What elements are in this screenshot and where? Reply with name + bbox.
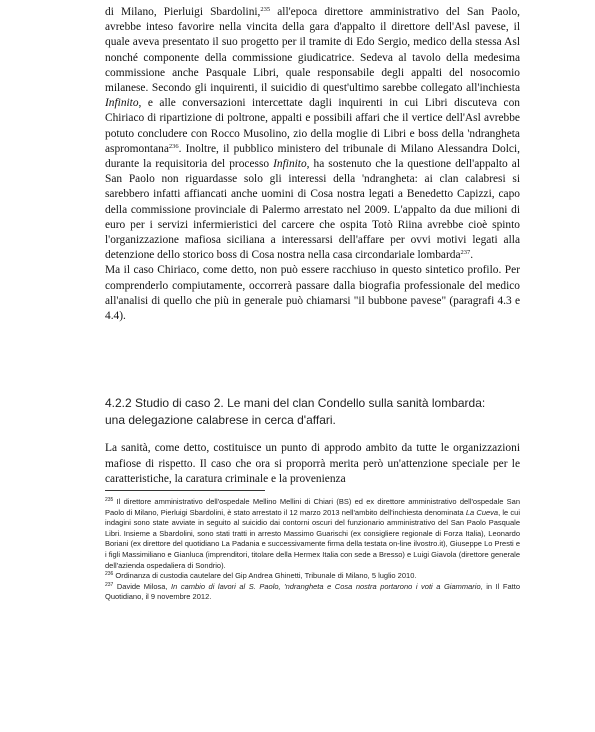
section-paragraph-1: La sanità, come detto, costituisce un punto di approdo ambito da tutte le organizzazioni mafiose di rispetto. Il caso che ora si proporrà merita però un'attenzione speciale per le caratteristiche, la caratura criminale e la provenienza (105, 442, 520, 485)
footnote-237: $^{237}$ Davide Milosa, In cambio di lavori al S. Paolo, 'ndrangheta e Cosa nostra portarono i voti a Giammario, in Il Fatto Quotidiano, il 9 novembre 2012. (105, 581, 520, 602)
main-text (105, 5, 520, 324)
paragraph-2: Ma il caso Chiriaco, come detto, non può essere racchiuso in questo sintetico profilo. Per comprenderlo compiutamente, occorrerà passare dalla biografia professionale del medico all'analisi di quello che più in generale può chiamarsi "il bubbone pavese" (paragrafi 4.3 e 4.4). (105, 264, 520, 323)
footnote-ref-237[interactable]: 237 (460, 249, 471, 257)
footnote-ref-235[interactable]: 235 (260, 6, 271, 13)
section-heading: 4.2.2 Studio di caso 2. Le mani del clan Condello sulla sanità lombarda: una delegazione calabrese in cerca d'affari. (105, 396, 486, 427)
footnote-ref-236[interactable]: 236 (168, 142, 179, 150)
footnote-236: $^{236}$ Ordinanza di custodia cautelare del Gip Andrea Ghinetti, Tribunale di Milano, 5 luglio 2010. (105, 571, 417, 581)
paragraph-1: di Milano, Pierluigi Sbardolini,$^{235}$ all'epoca direttore amministrativo del San Paolo, avrebbe inteso favorire nella vincita della gara d'appalto il direttore dell'Asl pavese, il quale aveva presentato il suo progetto per il tramite di Edo Sergio, medico della stessa Asl nonché componente della commissione giudicatrice. Sedeva al tavolo della medesima commissione anche Pasquale Libri, quale responsabile degli appalti del nosocomio milanese. Secondo gli inquirenti, il suicidio di quest'ultimo sarebbe collegato all'inchiesta Infinito, e alle conversazioni intercettate dagli inquirenti in cui Libri discuteva con Chiriaco di ripartizione di poltrone, appalti e possibili affari che il vertice dell'Asl avrebbe potuto concludere con Rocco Musolino, zio della moglie di Libri e boss della 'ndrangheta aspromontana$^{236}$. Inoltre, il pubblico ministero del tribunale di Milano Alessandra Dolci, durante la requisitoria del processo Infinito, ha sostenuto che la questione dell'appalto al San Paolo non riguardasse solo gli interessi della 'ndrangheta: ai clan calabresi si sarebbero infatti affiancati anche uomini di Cosa nostra legati a Benedetto Capizzi, capo della commissione provinciale di Palermo arrestato nel 2009. L'appalto da due milioni di euro per i servizi infermieristici del carcere che ospita Totò Riina avrebbe cioè spinto l'organizzazione mafiosa siciliana a interessarsi dell'affare per ovvi motivi legati alla detenzione dello storico boss di Cosa nostra nella casa circondariale lombarda$^{237}$. (105, 6, 520, 262)
section-body (105, 441, 520, 488)
footnotes (105, 497, 520, 603)
footnote-235: $^{235}$ Il direttore amministrativo dell'ospedale Mellino Mellini di Chiari (BS) ed ex direttore amministrativo dell'ospedale San Paolo di Milano, Pierluigi Sbardolini, è stato arrestato il 12 marzo 2013 nell'ambito dell'inchiesta denominata La Cueva, le cui indagini sono state avviate in seguito al suicidio dai contorni oscuri del funzionario amministrativo del San Paolo Pasquale Libri. Insieme a Sbardolini, sono stati tratti in arresto Massimo Guarischi (ex consigliere regionale di Forza Italia), Leonardo Boriani (ex direttore del quotidiano La Padania e successivamente firma della testata on-line ilvostro.it), Giuseppe Lo Presti e i figli Massimiliano e Gianluca (imprenditori, titolare della Hermex Italia con sede a Bresso) e Luigi Giavola (direttore generale dell'azienda ospedaliera di Sondrio). (105, 497, 520, 570)
footnote-divider (105, 490, 265, 491)
